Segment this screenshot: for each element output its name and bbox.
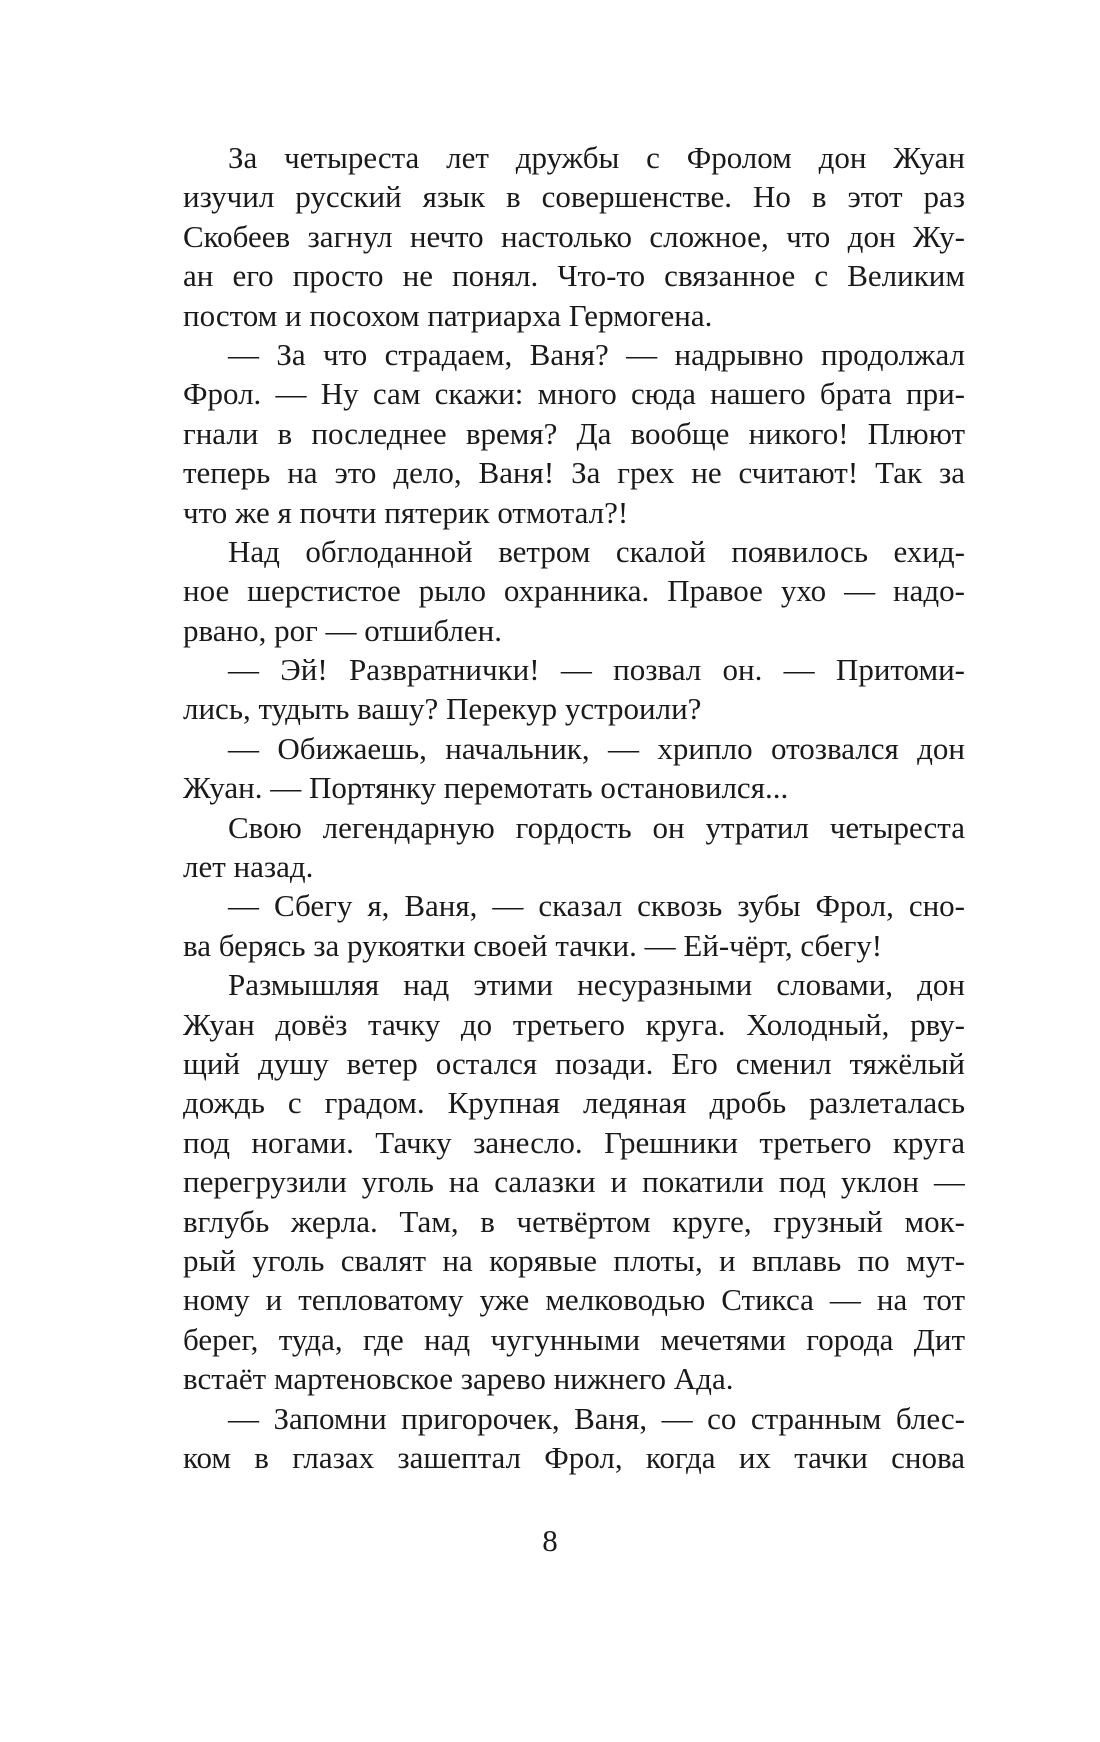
text-line: под ногами. Тачку занесло. Грешники третьего круга	[183, 1124, 965, 1160]
text-line: лет назад.	[183, 849, 314, 885]
text-line: Свою легендарную гордость он утратил четыреста	[228, 809, 965, 845]
text-line: — Эй! Развратнички! — позвал он. — Притоми-	[228, 652, 965, 688]
text-line: рвано, рог — отшиблен.	[183, 612, 502, 648]
text-line: Скобеев загнул нечто настолько сложное, что дон Жу-	[183, 218, 965, 254]
text-line: ва берясь за рукоятки своей тачки. — Ей-чёрт, сбегу!	[183, 927, 883, 963]
text-line: теперь на это дело, Ваня! За грех не считают! Так за	[183, 455, 965, 491]
text-line: — Обижаешь, начальник, — хрипло отозвался дон	[228, 730, 965, 766]
body-text	[183, 138, 965, 1477]
text-line: лись, тудыть вашу? Перекур устроили?	[183, 691, 702, 727]
page-number: 8	[542, 1523, 558, 1558]
text-line: изучил русский язык в совершенстве. Но в этот раз	[183, 179, 965, 215]
text-line: что же я почти пятерик отмотал?!	[183, 494, 629, 530]
text-line: ному и тепловатому уже мелководью Стикса — на тот	[183, 1282, 965, 1318]
text-line: Размышляя над этими несуразными словами, дон	[228, 967, 965, 1003]
text-line: щий душу ветер остался позади. Его сменил тяжёлый	[183, 1045, 965, 1081]
text-line: ан его просто не понял. Что-то связанное с Великим	[183, 258, 965, 294]
text-line: гнали в последнее время? Да вообще никого! Плюют	[183, 415, 965, 451]
text-line: вглубь жерла. Там, в четвёртом круге, грузный мок-	[183, 1203, 965, 1239]
text-line: Фрол. — Ну сам скажи: много сюда нашего брата при-	[183, 376, 965, 412]
text-line: постом и посохом патриарха Гермогена.	[183, 297, 713, 333]
text-line: — Сбегу я, Ваня, — сказал сквозь зубы Фрол, сно-	[228, 888, 965, 924]
text-line: Жуан довёз тачку до третьего круга. Холодный, рву-	[183, 1006, 965, 1042]
text-line: — Запомни пригорочек, Ваня, — со странным блес-	[228, 1400, 965, 1436]
text-line: Жуан. — Портянку перемотать остановился...	[183, 770, 789, 806]
text-line: ное шерстистое рыло охранника. Правое ухо — надо-	[183, 573, 965, 609]
text-line: встаёт мартеновское зарево нижнего Ада.	[183, 1361, 734, 1397]
text-line: дождь с градом. Крупная ледяная дробь разлеталась	[183, 1085, 965, 1121]
text-line: ком в глазах зашептал Фрол, когда их тачки снова	[183, 1439, 965, 1475]
text-line: перегрузили уголь на салазки и покатили под уклон —	[183, 1164, 965, 1200]
text-line: Над обглоданной ветром скалой появилось ехид-	[228, 533, 965, 569]
text-line: берег, туда, где над чугунными мечетями города Дит	[183, 1321, 965, 1357]
text-line: За четыреста лет дружбы с Фролом дон Жуан	[228, 140, 965, 175]
text-line: рый уголь свалят на корявые плоты, и вплавь по мут-	[183, 1242, 965, 1278]
text-line: — За что страдаем, Ваня? — надрывно продолжал	[228, 336, 965, 372]
